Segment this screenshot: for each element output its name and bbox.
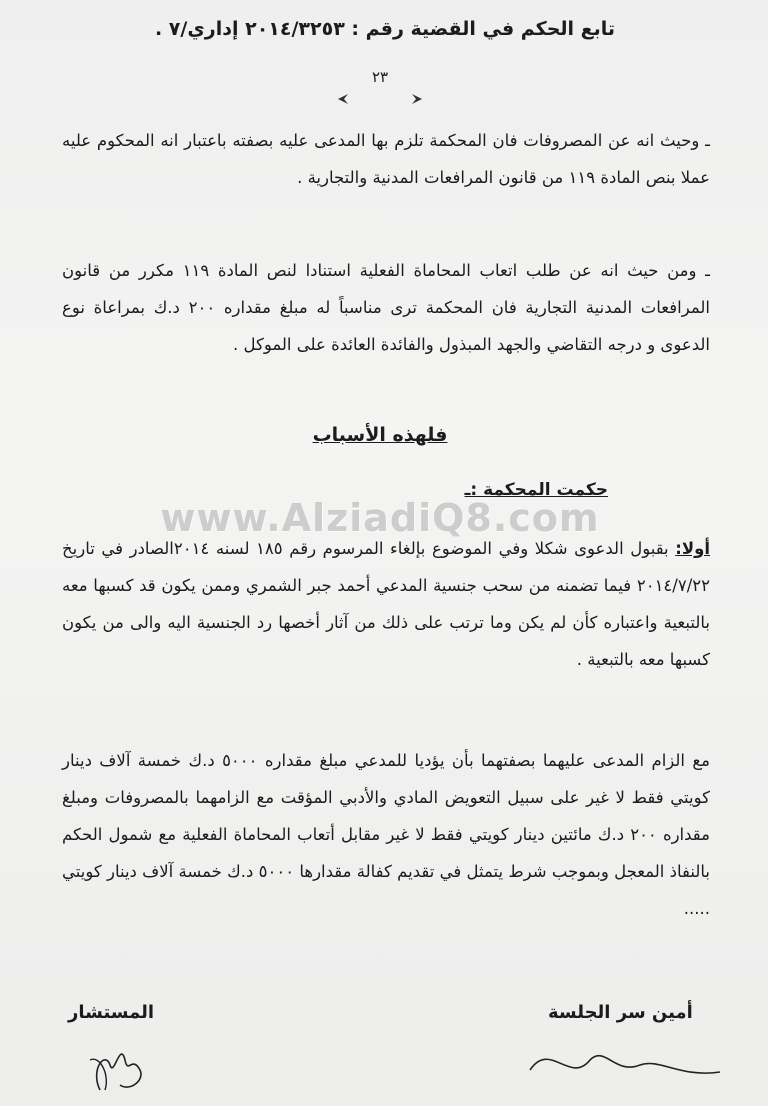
secretary-signature-icon — [520, 1030, 730, 1090]
judge-signature-icon — [70, 1030, 170, 1100]
signature-label-judge: المستشار — [68, 1002, 155, 1023]
paragraph-compensation: مع الزام المدعى عليهما بصفتهما بأن يؤديا للمدعي مبلغ مقداره ٥٠٠٠ د.ك خمسة آلاف دينار كويتي فقط لا غير على سبيل التعويض المادي والأدبي المؤقت مع الزامهما بالمصروفات ومبلغ مقداره ٢٠٠ د.ك مائتين دينار كويتي فقط لا غير مقابل أتعاب المحاماة الفعلية مع شمول الحكم بالنفاذ المعجل وبموجب شرط يتمثل في تقديم كفالة مقدارها ٥٠٠٠ د.ك خمسة آلاف دينار كويتي ..... — [62, 751, 711, 918]
first-ruling-label: أولا: — [675, 539, 711, 558]
paragraph-attorney-fees: ـ ومن حيث انه عن طلب اتعاب المحاماة الفعلية استنادا لنص المادة ١١٩ مكرر من قانون المرافعات المدنية التجارية فان المحكمة ترى مناسباً له مبلغ مقداره ٢٠٠ د.ك بمراعاة نوع الدعوى و درجه التقاضي والجهد المبذول والفائدة العائدة على الموكل . — [62, 261, 710, 354]
signature-label-secretary: أمين سر الجلسة — [548, 1002, 693, 1023]
right-arrow-mark-icon — [410, 92, 424, 106]
first-ruling-text: بقبول الدعوى شكلا وفي الموضوع بإلغاء المرسوم رقم ١٨٥ لسنه ٢٠١٤الصادر في تاريخ ٢٠١٤/٧/٢٢ فيما تضمنه من سحب جنسية المدعي أحمد جبر الشمري وممن يكون قد كسبها معه بالتبعية واعتباره كأن لم يكن وما ترتب على ذلك من آثار أخصها رد الجنسية اليه والى من يكون كسبها معه بالتبعية . — [62, 539, 710, 669]
page-number: ٢٣ — [371, 68, 389, 86]
paragraph-first-ruling — [62, 530, 710, 678]
ruling-subheading: حكمت المحكمة :ـ — [464, 480, 608, 500]
document-header: تابع الحكم في القضية رقم : ٢٠١٤/٣٢٥٣ إداري/٧ . — [154, 18, 616, 40]
paragraph-expenses: ـ وحيث انه عن المصروفات فان المحكمة تلزم بها المدعى عليه بصفته باعتبار انه المحكوم عليه عملا بنص المادة ١١٩ من قانون المرافعات المدنية والتجارية . — [62, 131, 710, 187]
watermark: www.AlziadiQ8.com — [160, 496, 600, 540]
section-heading: فلهذه الأسباب — [312, 424, 448, 446]
left-arrow-mark-icon — [336, 92, 350, 106]
